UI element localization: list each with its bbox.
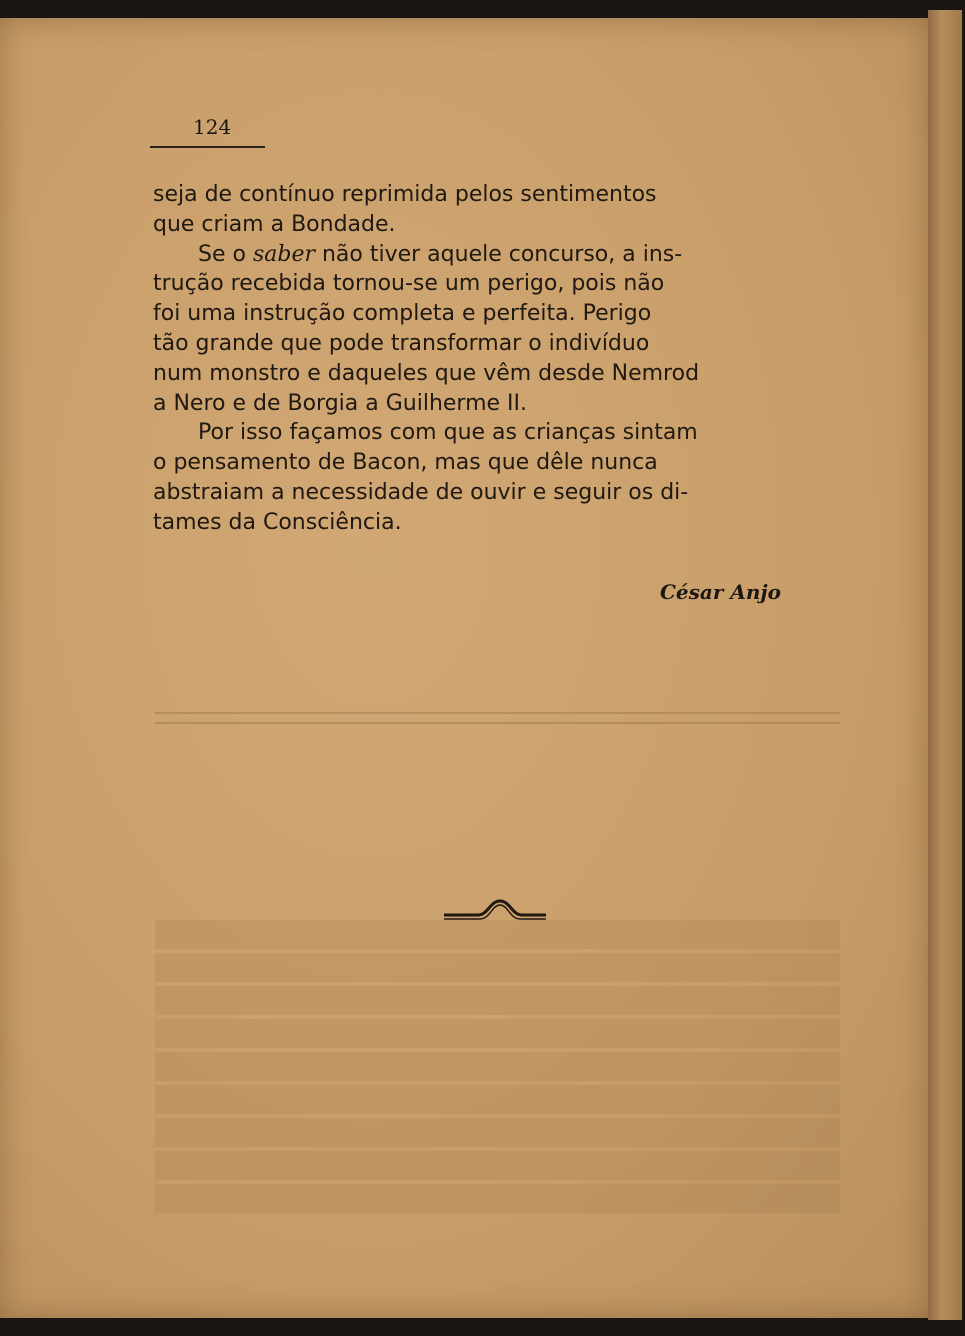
bleed-rule-top (155, 712, 840, 714)
bleed-through-text (155, 920, 840, 1217)
text-line (153, 508, 841, 538)
text-line (153, 389, 841, 419)
emphasis-word: saber (252, 241, 315, 267)
text-line (153, 269, 841, 299)
text-line (153, 359, 841, 389)
text-segment: não tiver aquele concurso, a ins- (314, 241, 683, 267)
author-signature: César Anjo (660, 580, 781, 604)
text-line (153, 478, 841, 508)
text-line (153, 180, 841, 210)
text-segment: foi uma instrução completa e perfeita. Perigo (153, 301, 652, 327)
page-number: 124 (193, 115, 232, 139)
body-text (153, 180, 841, 538)
page-number-rule (150, 146, 265, 148)
ornament-divider-icon (440, 888, 550, 928)
text-line (153, 210, 841, 240)
text-line (153, 418, 841, 448)
text-segment: tames da Consciência. (153, 509, 402, 535)
text-segment: num monstro e daqueles que vêm desde Nemrod (153, 360, 700, 386)
text-line (153, 240, 841, 270)
text-segment: abstraiam a necessidade de ouvir e seguir os di- (153, 479, 689, 505)
text-segment: Se o (198, 241, 253, 267)
bleed-rule-bottom (155, 722, 840, 724)
text-segment: tão grande que pode transformar o indivíduo (153, 330, 650, 356)
text-segment: seja de contínuo reprimida pelos sentimentos (153, 182, 657, 207)
text-line (153, 448, 841, 478)
text-segment: o pensamento de Bacon, mas que dêle nunca (153, 450, 658, 476)
text-segment: a Nero e de Borgia a Guilherme II. (153, 390, 528, 416)
text-segment: Por isso façamos com que as crianças sintam (198, 420, 698, 446)
text-line (153, 329, 841, 359)
text-segment: que criam a Bondade. (153, 211, 396, 237)
text-segment: trução recebida tornou-se um perigo, pois não (153, 271, 665, 297)
text-line (153, 299, 841, 329)
book-page-edge (928, 10, 962, 1320)
